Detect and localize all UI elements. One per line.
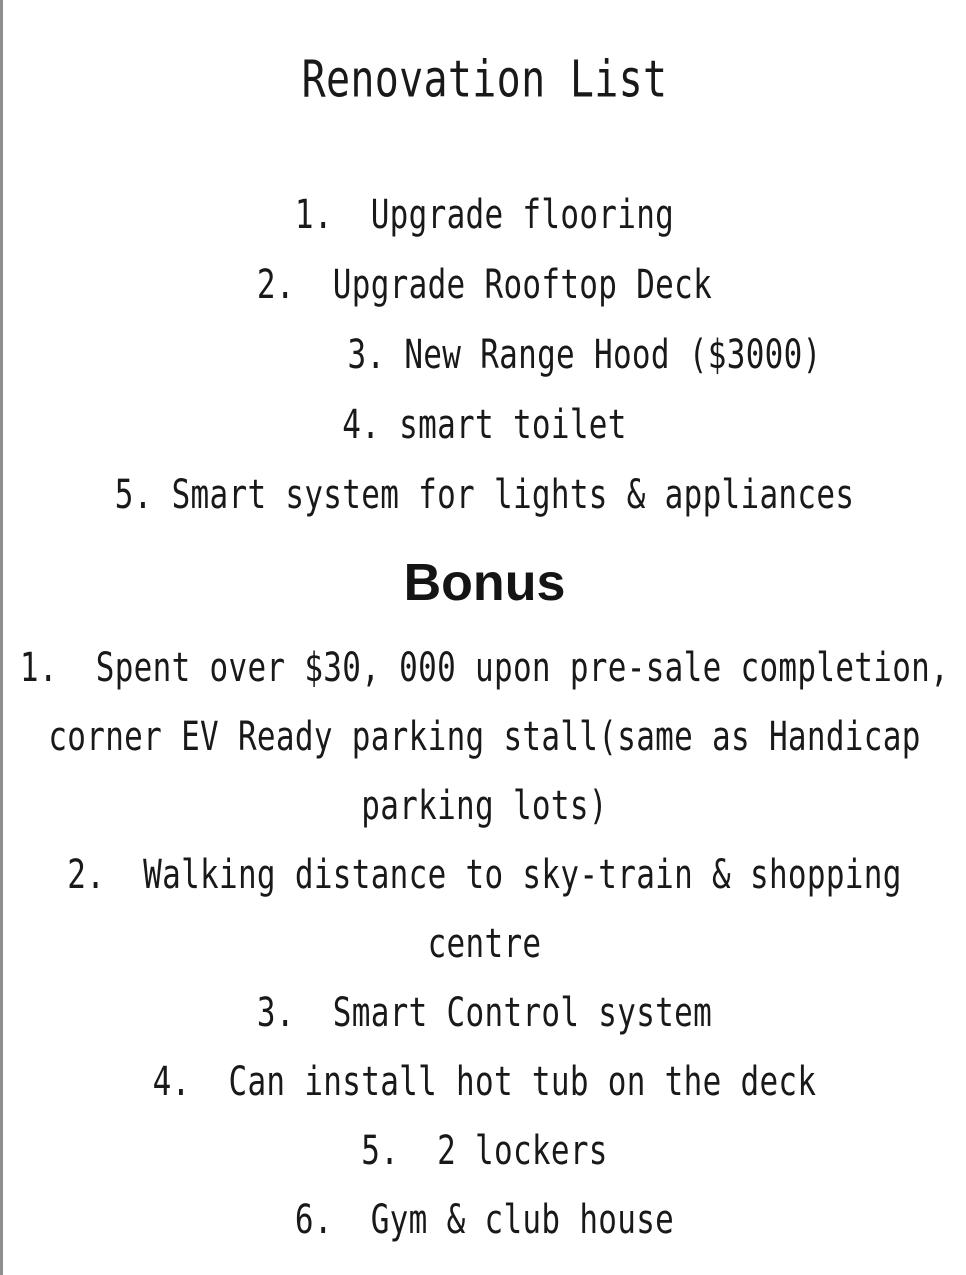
renovation-item-1: 1. Upgrade flooring [294,191,675,239]
bonus-item-3: 3. Smart Control system [256,989,713,1037]
renovation-item-2: 2. Upgrade Rooftop Deck [256,261,713,309]
bonus-heading: Bonus [403,554,566,612]
bonus-item-1-line-3: parking lots) [361,782,608,830]
bonus-item-1-line-1: 1. Spent over $30, 000 upon pre-sale completion, [19,644,950,692]
bonus-item-2-line-1: 2. Walking distance to sky-train & shopping [67,851,902,899]
bonus-item-5: 5. 2 lockers [361,1127,608,1175]
bonus-item-4: 4. Can install hot tub on the deck [152,1058,817,1106]
renovation-item-5: 5. Smart system for lights & appliances [114,471,855,519]
bonus-item-6: 6. Gym & club house [294,1196,675,1244]
bonus-item-1-line-2: corner EV Ready parking stall(same as Handicap [48,713,921,761]
bonus-list [3,634,966,1255]
bonus-item-2-line-2: centre [427,920,542,968]
renovation-list [3,180,966,530]
renovation-item-3: 3. New Range Hood ($3000) [347,331,822,379]
page-title: Renovation List [301,50,668,110]
renovation-item-4: 4. smart toilet [342,401,627,449]
